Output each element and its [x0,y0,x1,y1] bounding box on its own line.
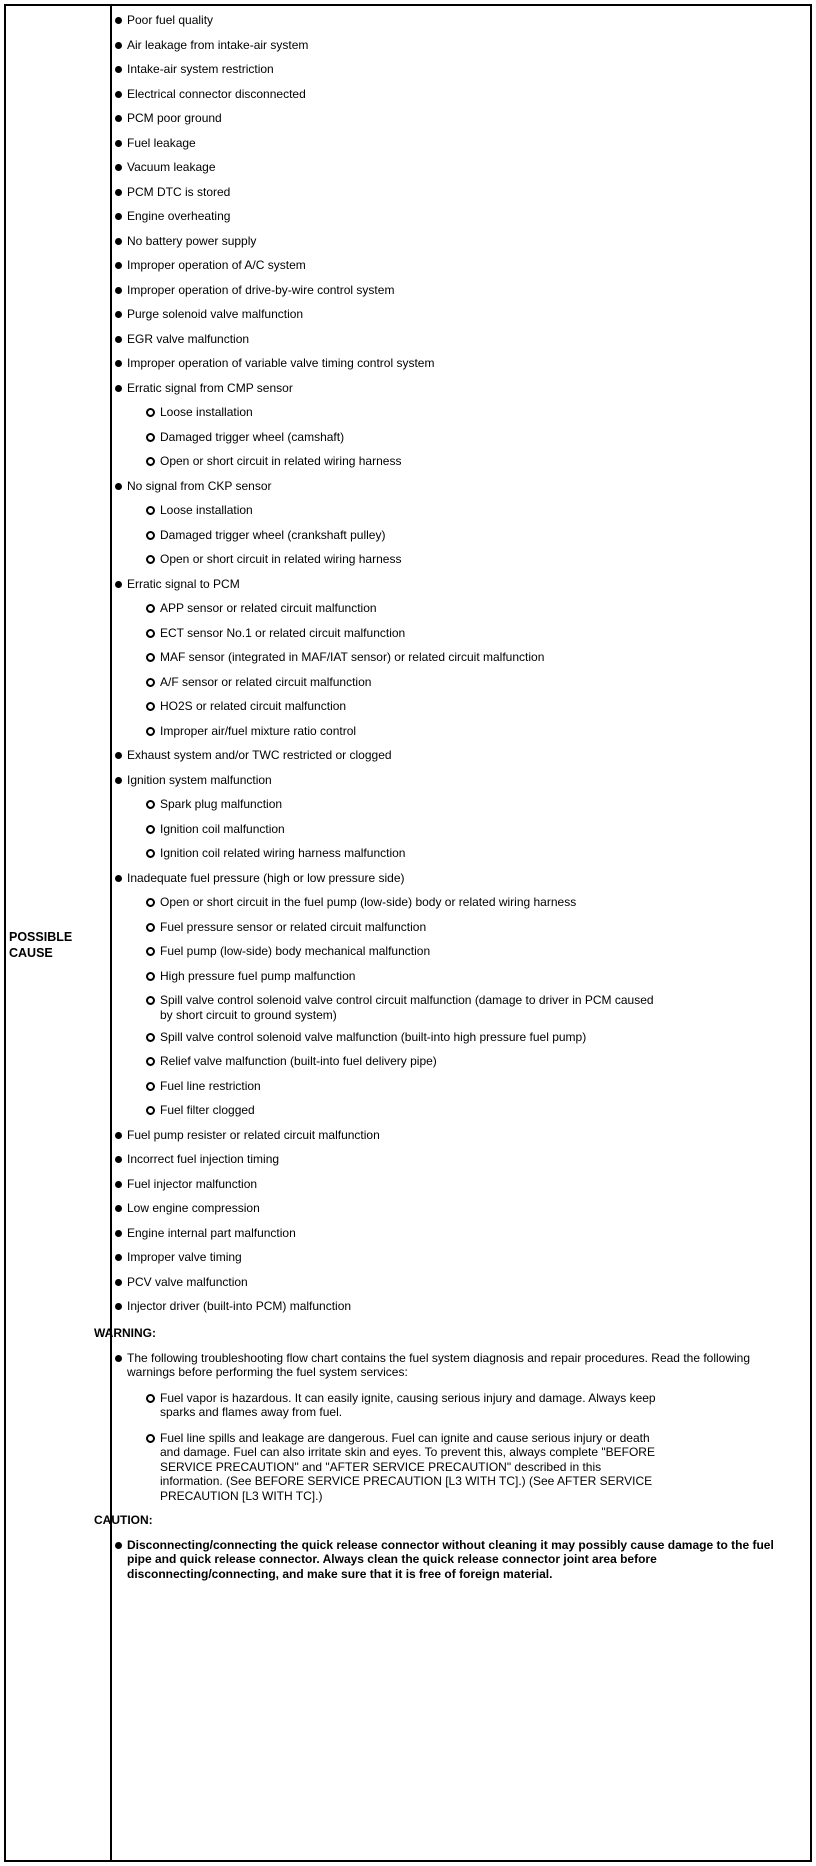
bullet-icon [115,1254,122,1261]
sub-item-text: MAF sensor (integrated in MAF/IAT sensor) or related circuit malfunction [160,650,545,664]
sub-item-text: Damaged trigger wheel (camshaft) [160,429,345,444]
bullet-icon [115,140,122,147]
item-text: Incorrect fuel injection timing [127,1152,280,1167]
item-text: Improper operation of drive-by-wire control system [127,282,395,297]
hollow-bullet-icon [146,825,155,834]
hollow-bullet-icon [146,408,155,417]
bullet-icon [115,1542,122,1549]
hollow-bullet-icon [146,678,155,687]
bullet-icon [115,238,122,245]
hollow-bullet-icon [146,1394,155,1403]
item-text: Vacuum leakage [127,160,216,174]
sub-item-text: Damaged trigger wheel (crankshaft pulley) [160,527,386,542]
item-text: Intake-air system restriction [127,62,274,76]
hollow-bullet-icon [146,506,155,515]
bullet-icon [115,581,122,588]
item-text: The following troubleshooting flow chart contains the fuel system diagnosis and repair procedures. Read the following warnings before performing the fuel system services: [127,1350,751,1380]
item-text: PCM poor ground [127,111,222,125]
item-text: Fuel injector malfunction [127,1176,258,1191]
hollow-bullet-icon [146,972,155,981]
cause-table [4,4,812,1862]
label-line-2: CAUSE [9,946,53,960]
item-text: Fuel leakage [127,135,196,150]
item-text: PCV valve malfunction [127,1274,248,1289]
item-text: No signal from CKP sensor [127,478,272,493]
sub-item-text: A/F sensor or related circuit malfunction [160,674,372,689]
sub-item-text: ECT sensor No.1 or related circuit malfunction [160,625,406,640]
item-text: Fuel pump resister or related circuit malfunction [127,1127,380,1142]
sub-item-text: Fuel vapor is hazardous. It can easily ignite, causing serious injury and damage. Always keep sparks and flames away from fuel. [160,1390,656,1420]
item-text: No battery power supply [127,233,257,248]
hollow-bullet-icon [146,898,155,907]
sub-item-text: Ignition coil related wiring harness malfunction [160,846,406,860]
hollow-bullet-icon [146,555,155,564]
sub-item-text: Open or short circuit in the fuel pump (low-side) body or related wiring harness [160,895,577,909]
bullet-icon [115,262,122,269]
hollow-bullet-icon [146,800,155,809]
sub-item-text: APP sensor or related circuit malfunction [160,601,377,615]
sub-item-text: Spark plug malfunction [160,797,283,811]
item-text: Inadequate fuel pressure (high or low pressure side) [127,870,405,885]
hollow-bullet-icon [146,727,155,736]
bullet-icon [115,91,122,98]
hollow-bullet-icon [146,947,155,956]
item-text: Poor fuel quality [127,13,214,27]
hollow-bullet-icon [146,653,155,662]
hollow-bullet-icon [146,433,155,442]
label-line-1: POSSIBLE [9,930,73,944]
item-text: Improper valve timing [127,1250,242,1265]
sub-item-text: Fuel pressure sensor or related circuit malfunction [160,919,427,934]
bullet-icon [115,875,122,882]
sub-item-text: Fuel line spills and leakage are dangerous. Fuel can ignite and cause serious injury or death and damage. Fuel can also irritate skin and eyes. To prevent this, always complete "BEFORE SERVICE PRECAUTION" and "AFTER SERVICE PRECAUTION" described in this information. (See BEFORE SERVICE PRECAUTION [L3 WITH TC].) (See AFTER SERVICE PRECAUTION [L3 WITH TC].) [160,1430,655,1503]
sub-item-text: Fuel filter clogged [160,1103,255,1118]
item-text: Electrical connector disconnected [127,86,306,101]
item-text: Erratic signal to PCM [127,576,240,591]
hollow-bullet-icon [146,1057,155,1066]
hollow-bullet-icon [146,629,155,638]
item-text: Erratic signal from CMP sensor [127,380,293,395]
bullet-icon [115,752,122,759]
hollow-bullet-icon [146,1082,155,1091]
sub-item-text: Spill valve control solenoid valve malfunction (built-into high pressure fuel pump) [160,1029,587,1044]
hollow-bullet-icon [146,1106,155,1115]
bullet-icon [115,311,122,318]
item-text: EGR valve malfunction [127,331,250,346]
sub-item-text: HO2S or related circuit malfunction [160,699,347,713]
item-text: Purge solenoid valve malfunction [127,307,304,321]
bullet-icon [115,1303,122,1310]
possible-cause-label [9,929,104,961]
bullet-icon [115,66,122,73]
hollow-bullet-icon [146,604,155,613]
sub-item-text: Ignition coil malfunction [160,821,285,836]
bullet-icon [115,287,122,294]
item-text: Improper operation of variable valve timing control system [127,356,435,370]
item-text: Disconnecting/connecting the quick release connector without cleaning it may possibly cause damage to the fuel pipe and quick release connector. Always clean the quick release connector joint area before disconnecting/connecting, and make sure that it is free of foreign material. [127,1537,774,1581]
hollow-bullet-icon [146,1434,155,1443]
bullet-icon [115,1132,122,1139]
column-divider [110,6,112,1860]
sub-item-text: Fuel pump (low-side) body mechanical malfunction [160,944,431,958]
item-text: Improper operation of A/C system [127,258,306,272]
hollow-bullet-icon [146,849,155,858]
bullet-icon [115,1156,122,1163]
bullet-icon [115,189,122,196]
sub-item-text: Loose installation [160,405,253,419]
sub-item-text: Fuel line restriction [160,1078,261,1093]
bullet-icon [115,483,122,490]
bullet-icon [115,336,122,343]
hollow-bullet-icon [146,702,155,711]
item-text: Exhaust system and/or TWC restricted or clogged [127,748,392,762]
bullet-icon [115,777,122,784]
sub-item-text: Open or short circuit in related wiring harness [160,454,402,468]
bullet-icon [115,1355,122,1362]
bullet-icon [115,1279,122,1286]
item-text: Engine overheating [127,209,231,223]
bullet-icon [115,1230,122,1237]
sub-item-text: Open or short circuit in related wiring harness [160,552,402,566]
hollow-bullet-icon [146,531,155,540]
hollow-bullet-icon [146,996,155,1005]
item-text: Low engine compression [127,1201,260,1216]
bullet-icon [115,360,122,367]
item-text: Engine internal part malfunction [127,1225,296,1240]
bullet-icon [115,1181,122,1188]
hollow-bullet-icon [146,457,155,466]
bullet-icon [115,213,122,220]
item-text: Air leakage from intake-air system [127,37,309,52]
warning-heading: WARNING: [94,1325,156,1340]
sub-item-text: Improper air/fuel mixture ratio control [160,723,357,738]
sub-item-text: Spill valve control solenoid valve control circuit malfunction (damage to driver in PCM caused by short circuit to ground system) [160,993,654,1022]
bullet-icon [115,115,122,122]
bullet-icon [115,1205,122,1212]
bullet-icon [115,42,122,49]
hollow-bullet-icon [146,1033,155,1042]
bullet-icon [115,17,122,24]
item-text: PCM DTC is stored [127,184,231,199]
bullet-icon [115,164,122,171]
sub-item-text: High pressure fuel pump malfunction [160,968,356,983]
caution-heading: CAUTION: [94,1512,153,1527]
item-text: Injector driver (built-into PCM) malfunction [127,1299,352,1314]
bullet-icon [115,385,122,392]
sub-item-text: Relief valve malfunction (built-into fuel delivery pipe) [160,1054,437,1069]
sub-item-text: Loose installation [160,503,253,517]
item-text: Ignition system malfunction [127,772,272,787]
hollow-bullet-icon [146,923,155,932]
